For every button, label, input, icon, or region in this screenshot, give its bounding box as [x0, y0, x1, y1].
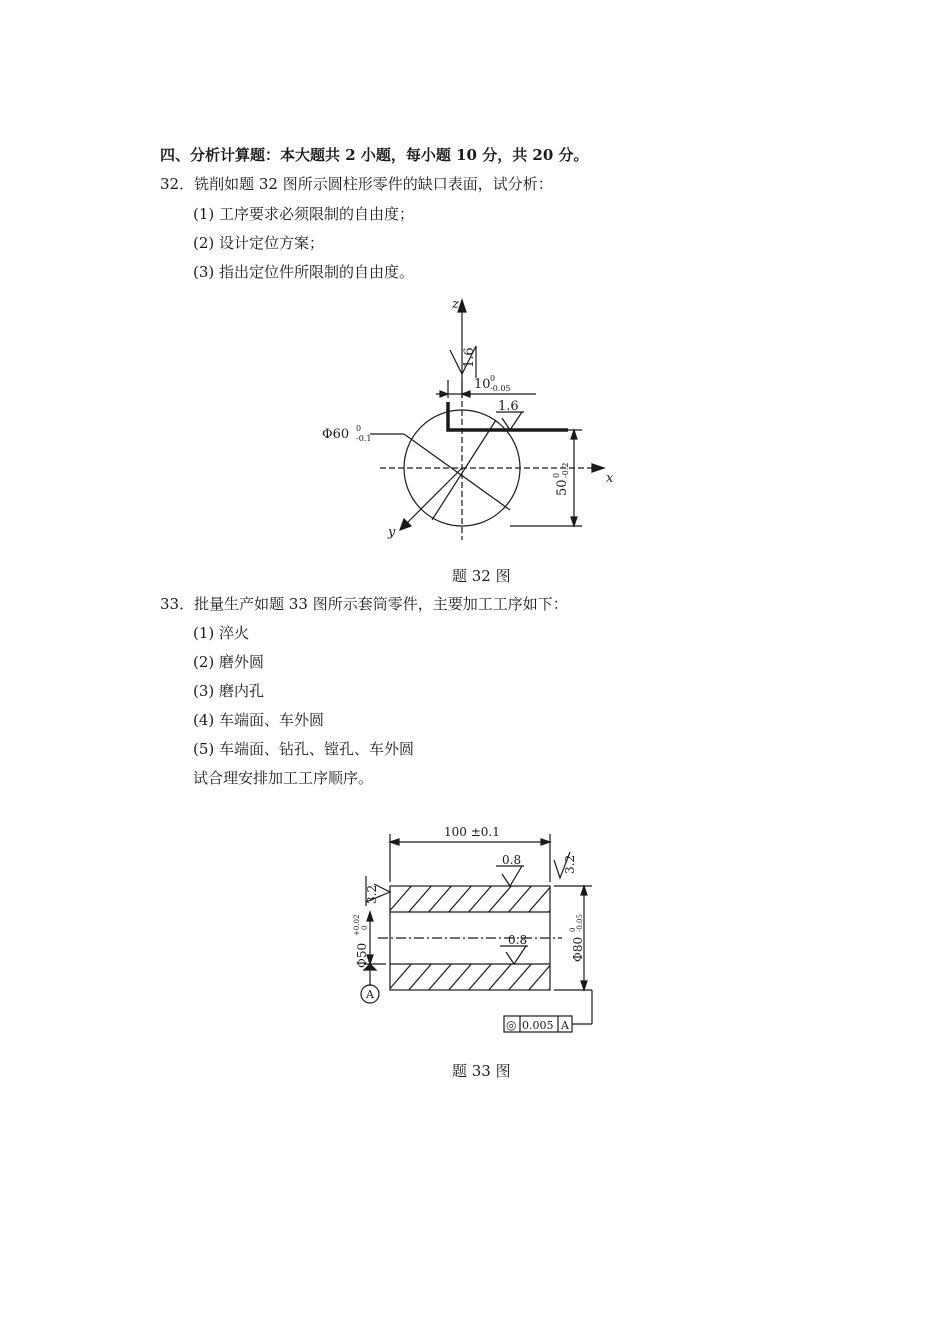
roughness-inner-value: 0.8 — [508, 933, 528, 947]
od-dim-main: Φ80 — [571, 936, 585, 962]
figure-32-caption: 题 32 图 — [452, 567, 511, 585]
q33-item-4: (4) 车端面、车外圆 — [193, 711, 325, 729]
bore-arrow-top — [367, 912, 373, 921]
bleed-through-text — [640, 222, 647, 247]
height-dim-main: 50 — [555, 479, 570, 496]
q32-item-2: (2) 设计定位方案； — [193, 234, 325, 252]
bore-dim-lower: 0 — [361, 925, 369, 930]
roughness-left-value: 3.2 — [365, 884, 379, 904]
od-dim-lower: -0.05 — [576, 914, 584, 932]
z-axis-label: z — [452, 297, 459, 312]
y-axis-line — [406, 468, 462, 524]
length-dim-text: 100 ±0.1 — [444, 825, 500, 839]
notch-dim-upper: 0 — [490, 374, 496, 383]
length-arrow-left — [390, 839, 399, 845]
roughness-side-value: 1.6 — [498, 399, 519, 414]
diameter-dim-main: Φ60 — [322, 427, 350, 442]
roughness-outer-symbol — [502, 866, 522, 886]
inner-leader-diagonal — [432, 420, 496, 520]
figure-32 — [300, 290, 630, 560]
roughness-outer-value: 0.8 — [502, 853, 522, 867]
tolerance-datum: A — [561, 1019, 569, 1032]
x-axis-label: x — [606, 471, 614, 486]
height-arrow-top — [571, 430, 577, 439]
dia-leader-diagonal — [404, 434, 510, 510]
q33-item-5: (5) 车端面、钻孔、镗孔、车外圆 — [193, 740, 415, 758]
height-arrow-bottom — [571, 517, 577, 526]
notch-dim-main: 10 — [474, 377, 491, 392]
bore-dim-main: Φ50 — [355, 942, 369, 968]
q33-item-1: (1) 淬火 — [193, 624, 250, 642]
concentricity-symbol: ◎ — [506, 1018, 517, 1032]
notch-dim-lower: -0.05 — [490, 384, 511, 393]
roughness-right-value: 3.2 — [563, 854, 577, 874]
roughness-top-value: 1.6 — [462, 347, 477, 368]
od-arrow-bottom — [581, 981, 587, 990]
bore-dim-upper: +0.02 — [353, 914, 361, 936]
figure-33-caption: 题 33 图 — [452, 1062, 511, 1080]
height-dim-lower: -0.2 — [561, 462, 570, 478]
y-axis-label: y — [388, 525, 396, 540]
section-heading: 四、分析计算题：本大题共 2 小题，每小题 10 分，共 20 分。 — [160, 146, 589, 164]
q32-stem: 32．铣削如题 32 图所示圆柱形零件的缺口表面，试分析： — [160, 175, 553, 193]
od-dim-upper: 0 — [569, 927, 577, 932]
notch-dim-arrow-left — [440, 391, 448, 397]
z-axis-arrow — [458, 300, 466, 312]
datum-label: A — [366, 988, 374, 1001]
q33-item-3: (3) 磨内孔 — [193, 682, 265, 700]
length-arrow-right — [541, 839, 550, 845]
height-dim-upper: 0 — [552, 472, 561, 478]
q33-item-2: (2) 磨外圆 — [193, 653, 265, 671]
notch-dim-arrow-right — [462, 391, 470, 397]
od-arrow-top — [581, 886, 587, 895]
diameter-dim-lower: -0.1 — [356, 434, 372, 443]
q32-item-1: (1) 工序要求必须限制的自由度； — [193, 205, 415, 223]
tolerance-value: 0.005 — [522, 1019, 554, 1032]
figure-33 — [320, 810, 640, 1050]
q33-stem: 33．批量生产如题 33 图所示套筒零件，主要加工工序如下： — [160, 595, 568, 613]
roughness-symbol-side — [502, 412, 522, 430]
x-axis-arrow — [592, 464, 604, 472]
q33-closing: 试合理安排加工工序顺序。 — [193, 769, 374, 787]
roughness-inner-symbol — [506, 946, 526, 964]
diameter-dim-upper: 0 — [356, 424, 362, 433]
q32-item-3: (3) 指出定位件所限制的自由度。 — [193, 263, 415, 281]
